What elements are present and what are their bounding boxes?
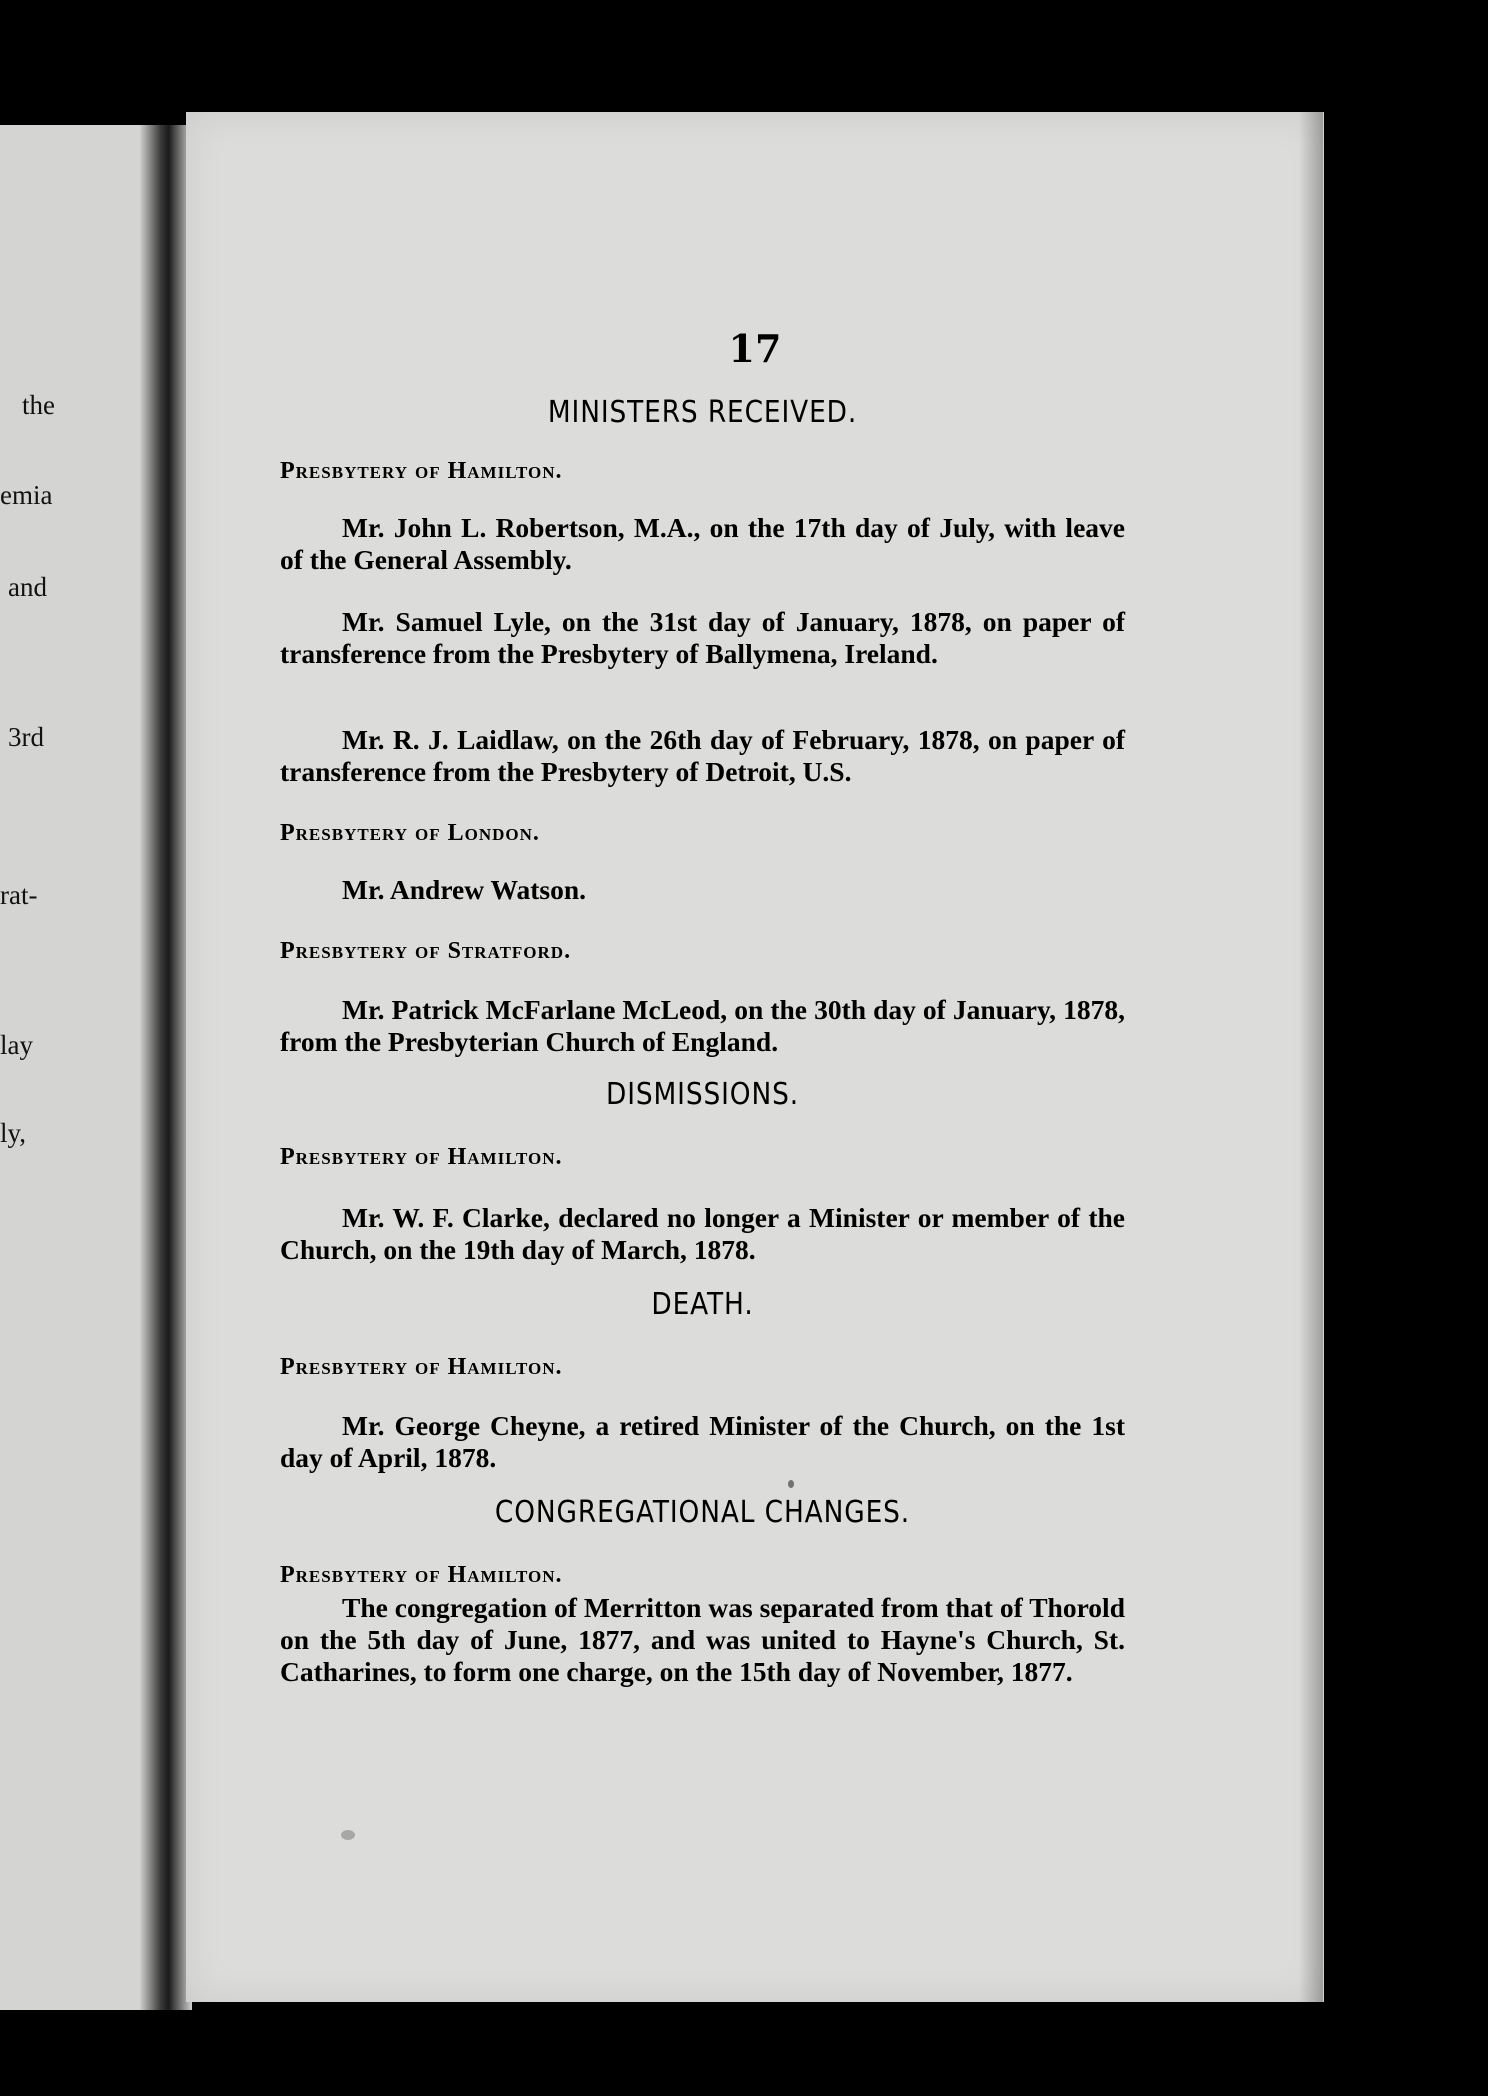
left-fragment: ly, (0, 1118, 26, 1148)
entry-paragraph: Mr. Samuel Lyle, on the 31st day of January, 1878, on paper of transference from the Presbytery of Ballymena, Ireland. (280, 606, 1125, 669)
entry-paragraph: Mr. George Cheyne, a retired Minister of the Church, on the 1st day of April, 1878. (280, 1410, 1125, 1473)
entry-paragraph: Mr. Patrick McFarlane McLeod, on the 30th day of January, 1878, from the Presbyterian Church of England. (280, 994, 1125, 1057)
presbytery-label: Presbytery of Hamilton. (280, 1354, 563, 1380)
ink-smudge (341, 1830, 355, 1840)
presbytery-label: Presbytery of Hamilton. (280, 1562, 563, 1588)
heading-dismissions: DISMISSIONS. (606, 1077, 799, 1112)
entry-paragraph: Mr. John L. Robertson, M.A., on the 17th day of July, with leave of the General Assembly. (280, 512, 1125, 575)
page-edge-shadow (1299, 112, 1323, 2002)
presbytery-label: Presbytery of Hamilton. (280, 458, 563, 484)
heading-death: DEATH. (651, 1287, 754, 1322)
left-fragment: 3rd (8, 722, 44, 752)
right-page (186, 112, 1324, 2002)
left-fragment: emia (0, 480, 53, 510)
left-fragment: rat- (0, 880, 38, 910)
presbytery-label: Presbytery of Stratford. (280, 938, 572, 964)
presbytery-label: Presbytery of London. (280, 820, 540, 846)
left-fragment: the (22, 390, 55, 420)
entry-paragraph: Mr. R. J. Laidlaw, on the 26th day of February, 1878, on paper of transference from the Presbytery of Detroit, U.S. (280, 724, 1125, 787)
heading-congregational-changes: CONGREGATIONAL CHANGES. (494, 1495, 911, 1530)
entry-paragraph: Mr. W. F. Clarke, declared no longer a Minister or member of the Church, on the 19th day of March, 1878. (280, 1202, 1125, 1265)
book-gutter (140, 125, 192, 2010)
heading-ministers-received: MINISTERS RECEIVED. (547, 395, 858, 430)
ink-smudge (788, 1480, 794, 1488)
entry-paragraph: Mr. Andrew Watson. (342, 874, 586, 905)
entry-paragraph: The congregation of Merritton was separated from that of Thorold on the 5th day of June, 1877, and was united to Hayne's Church, St. Catharines, to form one charge, on the 15th day of November, 1877. (280, 1592, 1125, 1687)
left-fragment: and (8, 572, 47, 602)
page-number: 17 (728, 326, 782, 371)
left-fragment: lay (0, 1030, 33, 1060)
presbytery-label: Presbytery of Hamilton. (280, 1144, 563, 1170)
